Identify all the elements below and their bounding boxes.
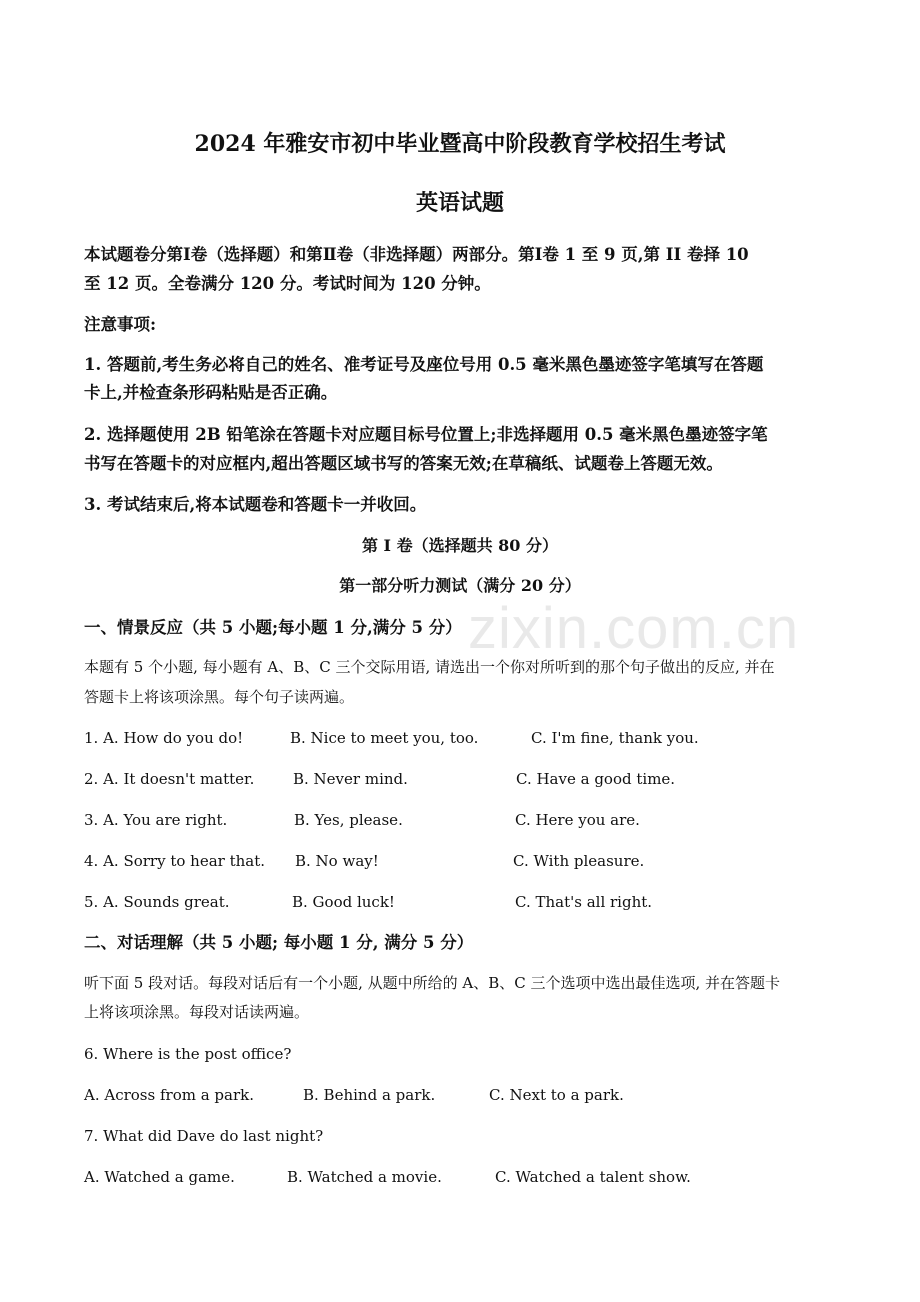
option-b: B. Never mind. xyxy=(293,770,408,788)
option-c: C. Next to a park. xyxy=(489,1086,624,1104)
option-a: 3. A. You are right. xyxy=(84,811,228,829)
option-c: C. Watched a talent show. xyxy=(495,1168,691,1186)
option-b: B. Yes, please. xyxy=(294,811,403,829)
option-b: B. Nice to meet you, too. xyxy=(290,729,479,747)
option-a: 5. A. Sounds great. xyxy=(84,893,230,911)
option-c: C. Have a good time. xyxy=(516,770,676,788)
option-c: C. With pleasure. xyxy=(513,852,645,870)
option-b: B. Good luck! xyxy=(292,893,395,911)
volume-heading: 第 I 卷（选择题共 80 分） xyxy=(361,536,559,555)
option-b: B. Behind a park. xyxy=(303,1086,436,1104)
question-stem: 6. Where is the post office? xyxy=(84,1045,292,1063)
notice-heading: 注意事项: xyxy=(84,315,157,334)
option-a: A. Watched a game. xyxy=(84,1168,235,1186)
option-c: C. I'm fine, thank you. xyxy=(531,729,699,747)
option-c: C. That's all right. xyxy=(515,893,653,911)
part-heading: 第一部分听力测试（满分 20 分） xyxy=(339,576,581,595)
intro-line-1: 本试题卷分第Ⅰ卷（选择题）和第Ⅱ卷（非选择题）两部分。第Ⅰ卷 1 至 9 页,第 II 卷择 10 xyxy=(84,245,749,264)
option-c: C. Here you are. xyxy=(515,811,640,829)
notice-item-2-line-2: 书写在答题卡的对应框内,超出答题区域书写的答案无效;在草稿纸、试题卷上答题无效。 xyxy=(84,454,723,473)
section2-instr-line-2: 上将该项涂黑。每段对话读两遍。 xyxy=(84,1003,310,1021)
notice-item-1-line-1: 1. 答题前,考生务必将自己的姓名、准考证号及座位号用 0.5 毫米黑色墨迹签字笔填写在答题 xyxy=(84,355,764,374)
notice-item-1-line-2: 卡上,并检查条形码粘贴是否正确。 xyxy=(84,383,338,402)
option-b: B. Watched a movie. xyxy=(287,1168,442,1186)
exam-title: 2024 年雅安市初中毕业暨高中阶段教育学校招生考试 xyxy=(194,131,726,157)
option-a: 4. A. Sorry to hear that. xyxy=(84,852,266,870)
section2-instr-line-1: 听下面 5 段对话。每段对话后有一个小题, 从题中所给的 A、B、C 三个选项中选出最佳选项, 并在答题卡 xyxy=(84,974,781,992)
option-b: B. No way! xyxy=(295,852,379,870)
option-a: 1. A. How do you do! xyxy=(84,729,244,747)
intro-line-2: 至 12 页。全卷满分 120 分。考试时间为 120 分钟。 xyxy=(84,274,491,293)
option-a: A. Across from a park. xyxy=(84,1086,254,1104)
section2-heading: 二、对话理解（共 5 小题; 每小题 1 分, 满分 5 分） xyxy=(84,933,474,952)
section1-instr-line-1: 本题有 5 个小题, 每小题有 A、B、C 三个交际用语, 请选出一个你对所听到的那个句子做出的反应, 并在 xyxy=(84,658,775,676)
section1-heading: 一、情景反应（共 5 小题;每小题 1 分,满分 5 分） xyxy=(84,618,462,637)
notice-item-2-line-1: 2. 选择题使用 2B 铅笔涂在答题卡对应题目标号位置上;非选择题用 0.5 毫米黑色墨迹签字笔 xyxy=(84,425,768,444)
option-a: 2. A. It doesn't matter. xyxy=(84,770,255,788)
question-stem: 7. What did Dave do last night? xyxy=(84,1127,324,1145)
section1-instr-line-2: 答题卡上将该项涂黑。每个句子读两遍。 xyxy=(84,688,355,706)
exam-subtitle: 英语试题 xyxy=(415,190,504,216)
notice-item-3: 3. 考试结束后,将本试题卷和答题卡一并收回。 xyxy=(84,495,427,514)
watermark: zixin.com.cn xyxy=(468,596,800,661)
